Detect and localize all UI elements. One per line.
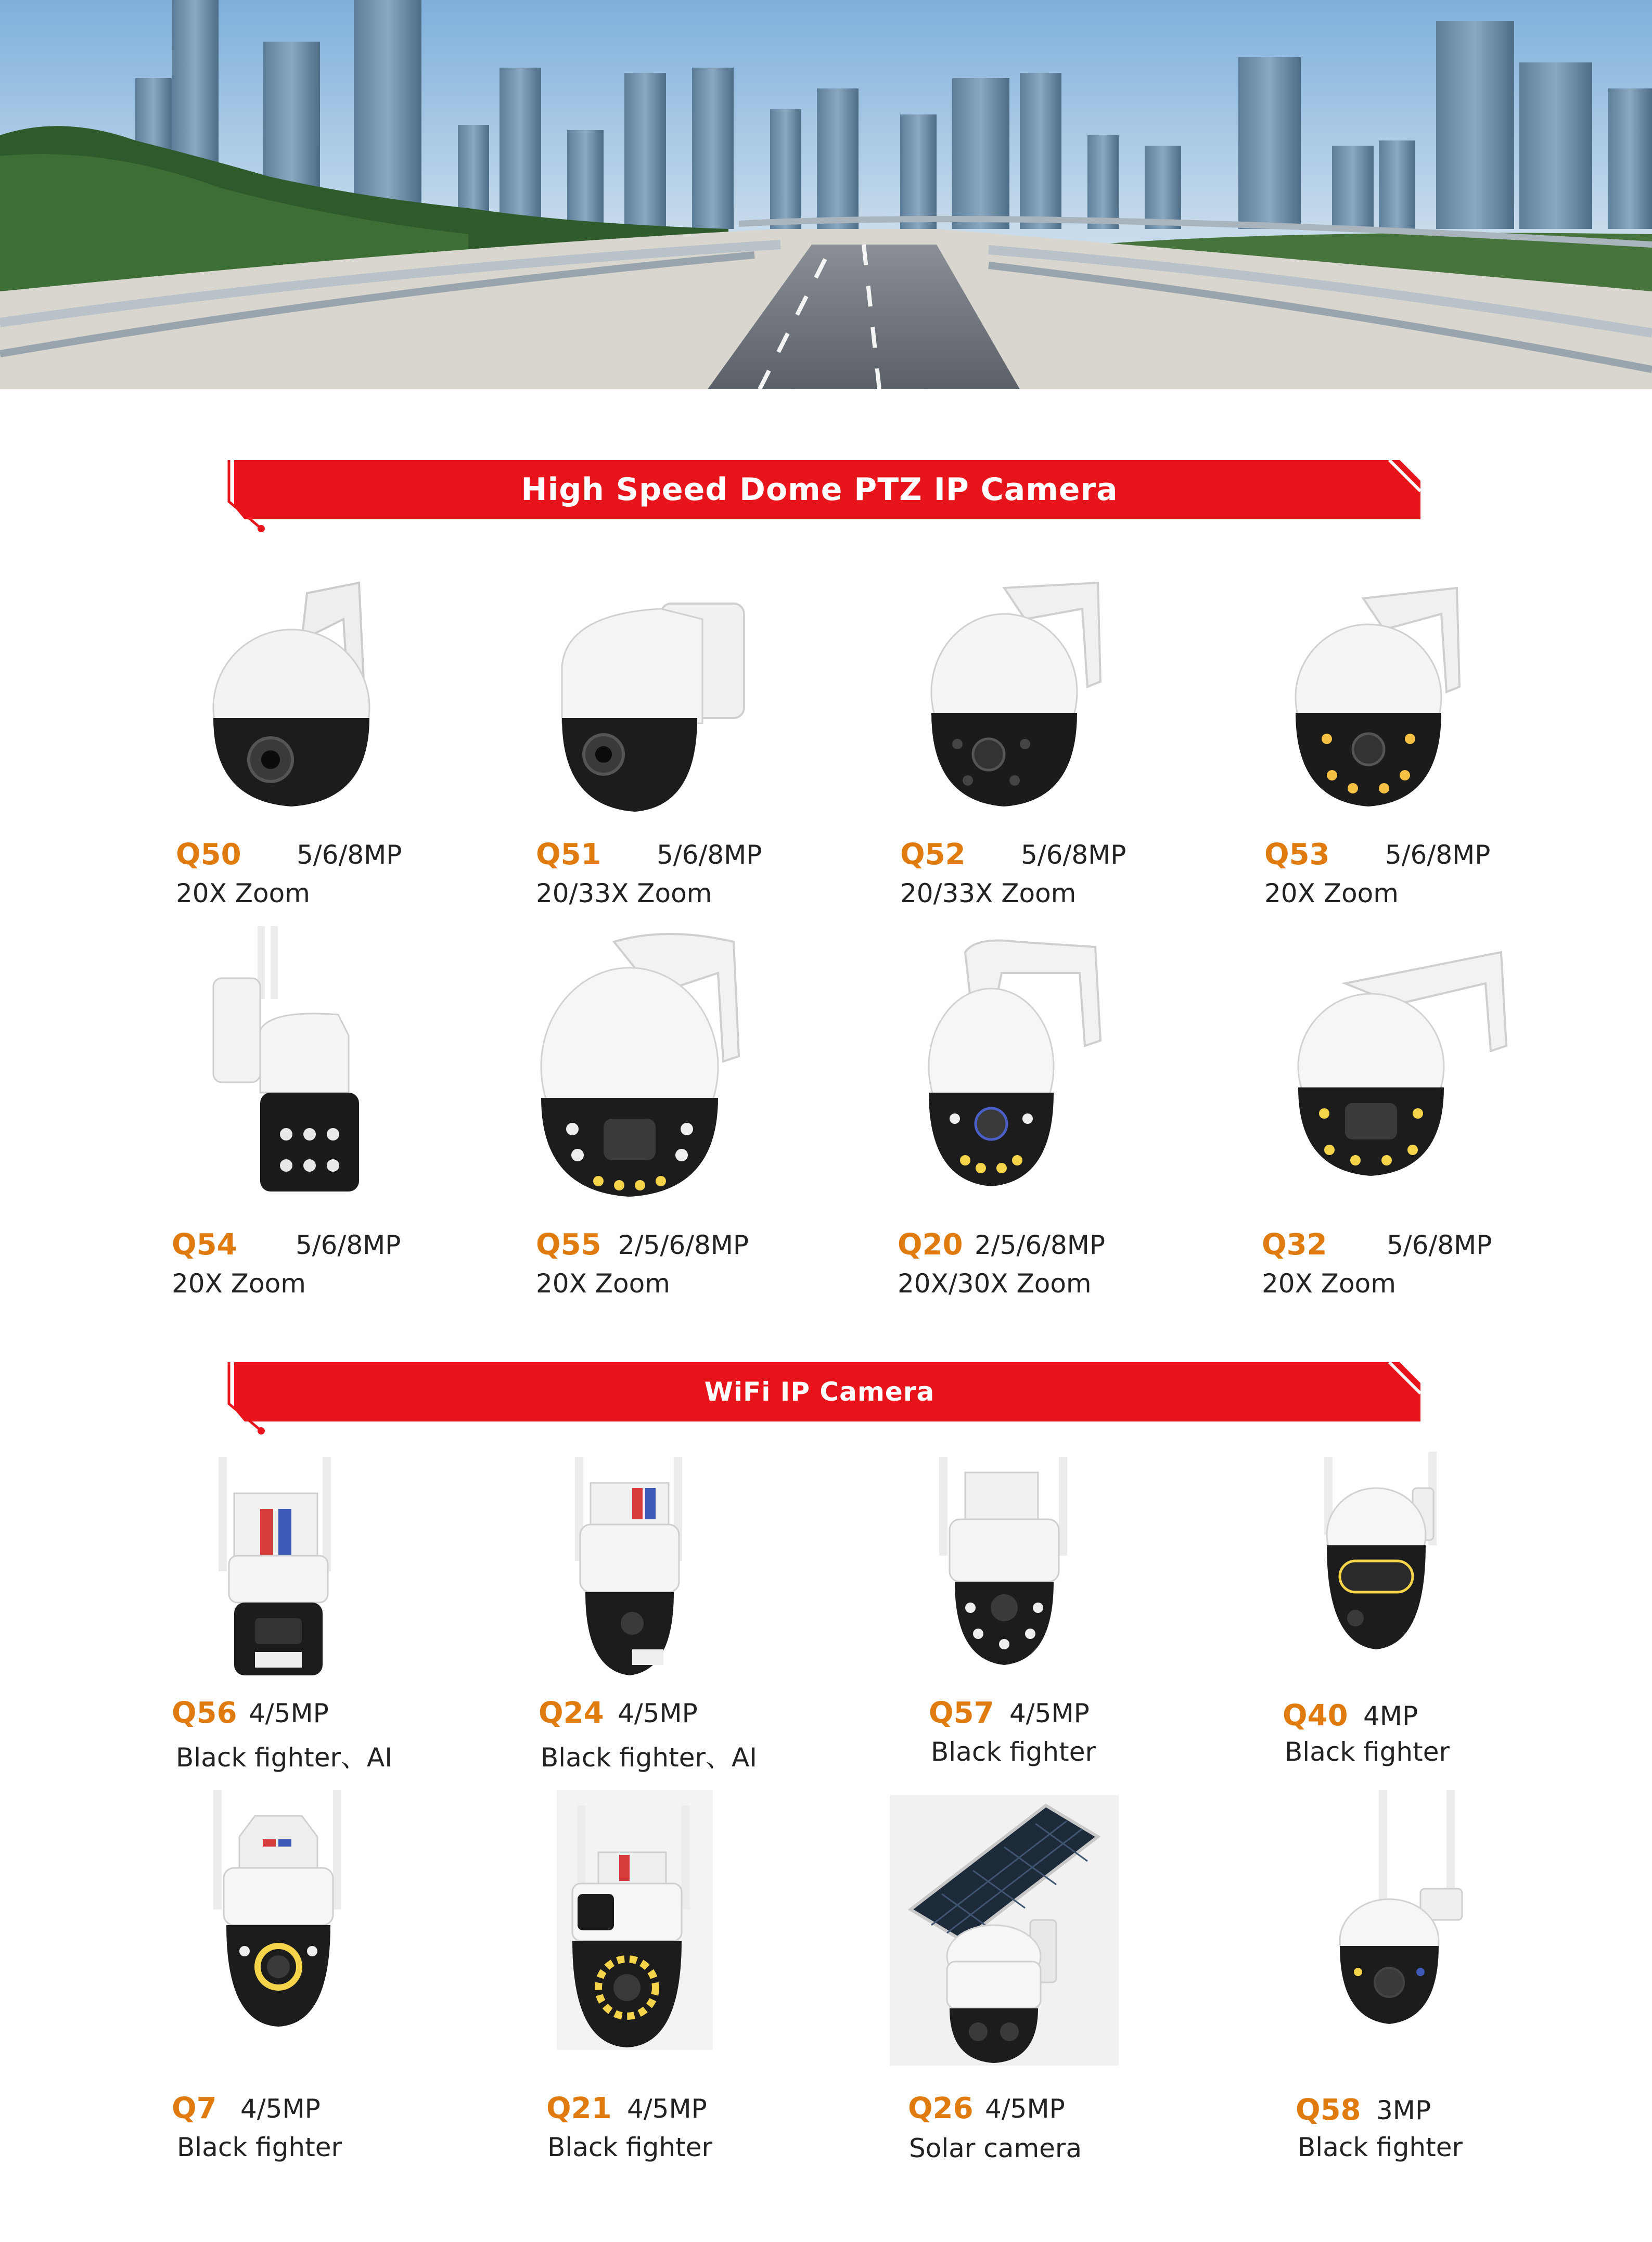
product-model: Q55 bbox=[536, 1228, 601, 1262]
section-title-wifi: WiFi IP Camera bbox=[704, 1377, 935, 1407]
wifi-camera-image bbox=[1283, 1452, 1647, 1722]
ptz-dome-camera-image bbox=[898, 926, 1262, 1197]
wifi-camera-image bbox=[1296, 1790, 1652, 2060]
product-description: 20X Zoom bbox=[176, 878, 310, 908]
product-model: Q21 bbox=[546, 2092, 612, 2125]
product-resolution: 5/6/8MP bbox=[657, 840, 762, 870]
wifi-camera-image bbox=[929, 1452, 1293, 1722]
product-model: Q26 bbox=[908, 2092, 974, 2125]
product-card-q58 bbox=[1296, 1790, 1652, 2162]
hero-banner-city-highway bbox=[0, 0, 1652, 389]
wifi-camera-image bbox=[172, 1790, 536, 2060]
product-resolution: 4/5MP bbox=[240, 2094, 321, 2124]
product-resolution: 2/5/6/8MP bbox=[618, 1230, 749, 1260]
product-resolution: 5/6/8MP bbox=[296, 1230, 401, 1260]
product-model: Q53 bbox=[1264, 838, 1330, 872]
product-model: Q20 bbox=[898, 1228, 963, 1262]
ptz-dome-camera-image bbox=[536, 572, 900, 843]
ptz-dome-camera-image bbox=[172, 572, 536, 843]
product-model: Q50 bbox=[176, 838, 241, 872]
product-model: Q7 bbox=[172, 2092, 217, 2125]
product-resolution: 3MP bbox=[1376, 2095, 1431, 2125]
product-card-q20 bbox=[898, 926, 1262, 1299]
product-card-q32 bbox=[1262, 926, 1626, 1299]
product-description: 20X Zoom bbox=[536, 1269, 670, 1299]
product-resolution: 4/5MP bbox=[627, 2094, 707, 2124]
product-model: Q57 bbox=[929, 1696, 994, 1730]
product-resolution: 5/6/8MP bbox=[1021, 840, 1126, 870]
product-description: Solar camera bbox=[909, 2133, 1082, 2163]
product-model: Q58 bbox=[1296, 2093, 1361, 2127]
product-card-q24 bbox=[539, 1452, 903, 1816]
product-card-q52 bbox=[900, 572, 1264, 937]
product-description: Black fighter bbox=[1298, 2132, 1463, 2162]
product-card-q21 bbox=[546, 1790, 911, 2162]
product-model: Q40 bbox=[1283, 1699, 1348, 1733]
section-header-ptz bbox=[219, 460, 1420, 519]
ptz-dome-camera-image bbox=[1262, 926, 1626, 1197]
solar-camera-image bbox=[908, 1790, 1272, 2060]
ptz-dome-camera-image bbox=[1264, 572, 1629, 843]
product-model: Q52 bbox=[900, 838, 966, 872]
product-description: Black fighter bbox=[1285, 1737, 1450, 1767]
product-resolution: 4/5MP bbox=[249, 1698, 329, 1728]
product-card-q40 bbox=[1283, 1452, 1647, 1816]
product-description: 20/33X Zoom bbox=[900, 878, 1077, 908]
product-description: 20X Zoom bbox=[1262, 1269, 1396, 1299]
product-card-q56 bbox=[172, 1452, 536, 1816]
product-description: 20X Zoom bbox=[172, 1269, 306, 1299]
product-description: 20X/30X Zoom bbox=[898, 1269, 1092, 1299]
section-header-wifi bbox=[219, 1362, 1420, 1421]
section-title-ptz: High Speed Dome PTZ IP Camera bbox=[521, 471, 1118, 508]
product-description: Black fighter bbox=[931, 1737, 1096, 1767]
ptz-dome-camera-image bbox=[536, 926, 900, 1197]
product-description: Black fighter、AI bbox=[176, 1743, 392, 1773]
wifi-camera-image bbox=[539, 1452, 903, 1722]
product-description: Black fighter bbox=[177, 2132, 342, 2162]
product-card-q7 bbox=[172, 1790, 536, 2162]
product-description: Black fighter、AI bbox=[541, 1743, 757, 1773]
product-description: 20/33X Zoom bbox=[536, 878, 712, 908]
wifi-camera-image bbox=[172, 1452, 536, 1722]
product-resolution: 4MP bbox=[1363, 1701, 1418, 1731]
product-model: Q54 bbox=[172, 1228, 237, 1262]
ptz-dome-camera-image bbox=[900, 572, 1264, 843]
product-resolution: 5/6/8MP bbox=[1387, 1230, 1492, 1260]
ptz-wifi-camera-image bbox=[172, 926, 536, 1197]
product-resolution: 2/5/6/8MP bbox=[975, 1230, 1106, 1260]
product-card-q26 bbox=[908, 1790, 1272, 2163]
product-resolution: 5/6/8MP bbox=[297, 840, 402, 870]
wifi-camera-image bbox=[546, 1790, 911, 2060]
product-resolution: 4/5MP bbox=[1009, 1698, 1090, 1728]
product-card-q53 bbox=[1264, 572, 1629, 937]
product-model: Q56 bbox=[172, 1696, 237, 1730]
product-card-q54 bbox=[172, 926, 536, 1299]
product-resolution: 4/5MP bbox=[985, 2094, 1065, 2124]
product-model: Q24 bbox=[539, 1696, 604, 1730]
product-description: 20X Zoom bbox=[1264, 878, 1399, 908]
product-card-q55 bbox=[536, 926, 900, 1299]
product-model: Q51 bbox=[536, 838, 601, 872]
product-resolution: 4/5MP bbox=[618, 1698, 698, 1728]
product-description: Black fighter bbox=[547, 2132, 713, 2162]
product-resolution: 5/6/8MP bbox=[1385, 840, 1491, 870]
product-card-q51 bbox=[536, 572, 900, 937]
product-card-q50 bbox=[172, 572, 536, 937]
product-model: Q32 bbox=[1262, 1228, 1327, 1262]
product-card-q57 bbox=[929, 1452, 1293, 1816]
